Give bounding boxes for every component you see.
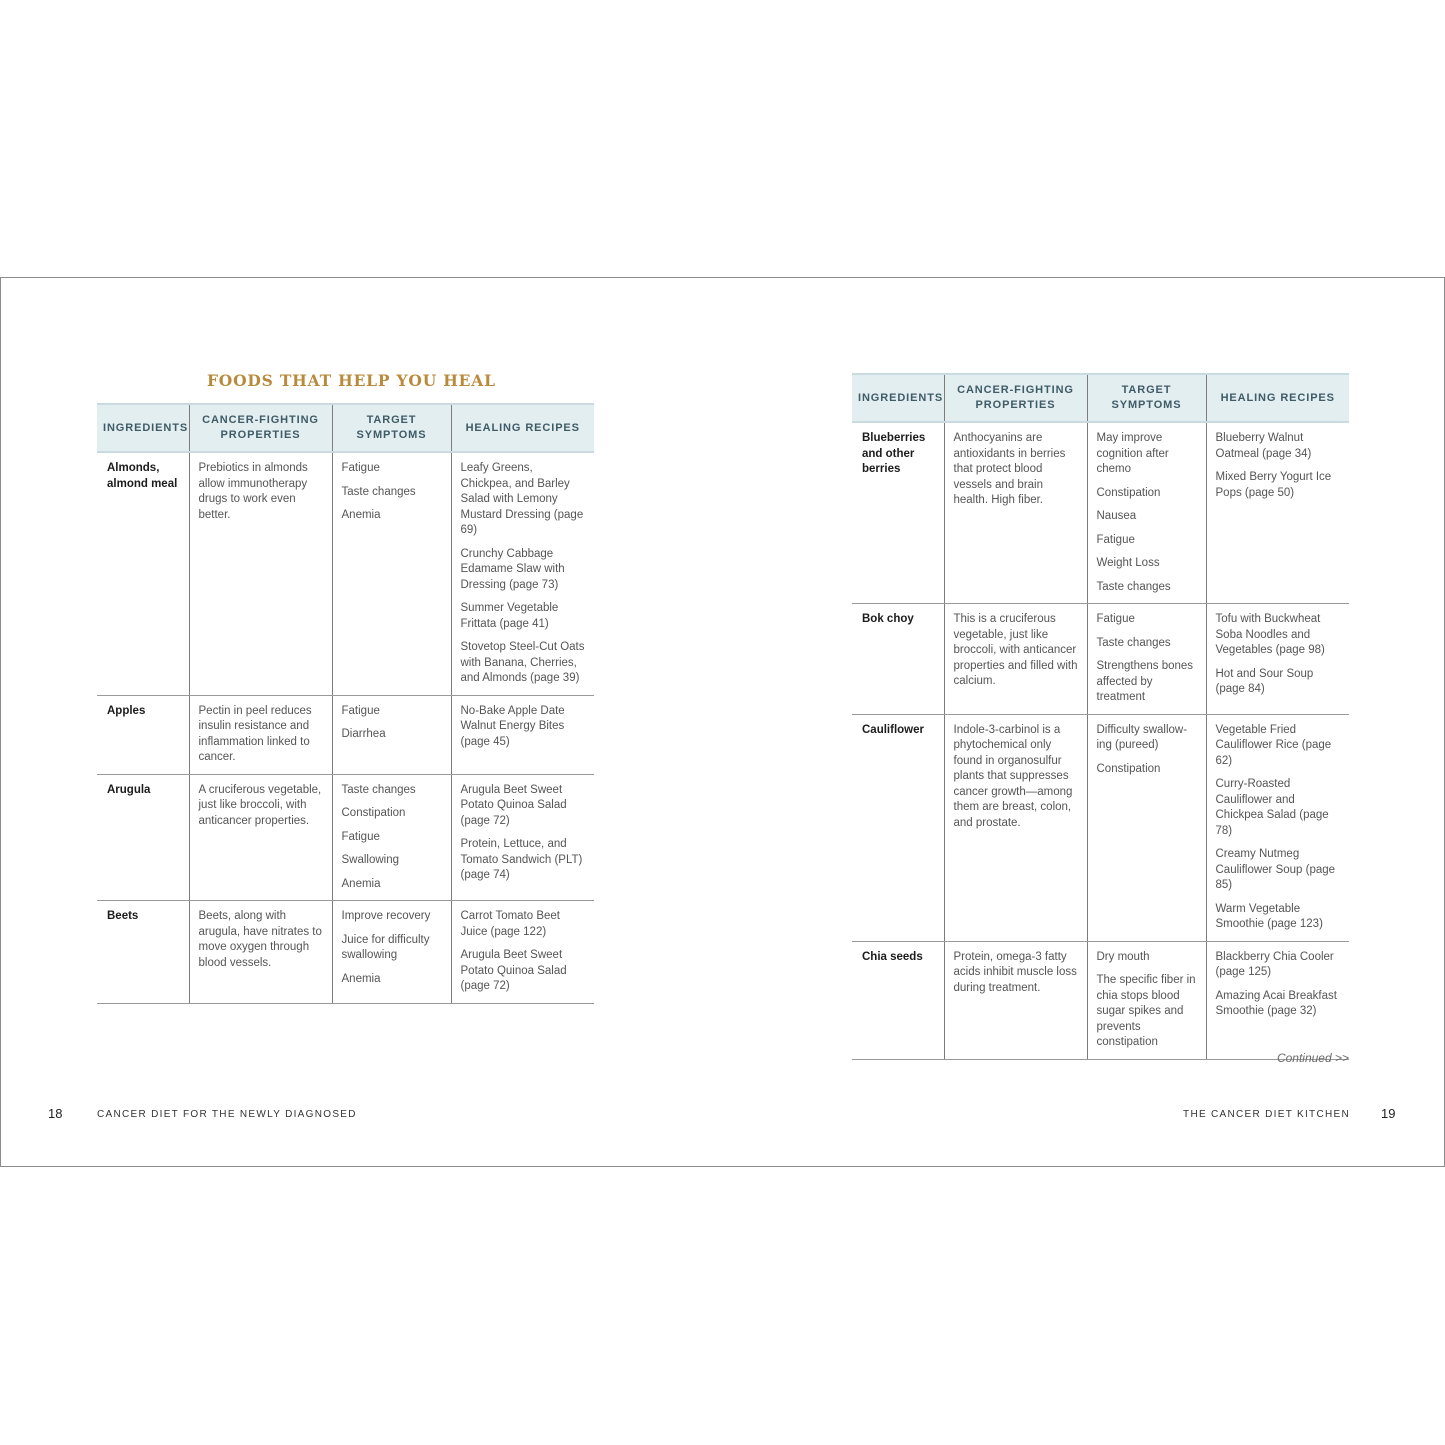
recipe-item: Amazing Acai Breakfast Smoothie (page 32) [1215,989,1337,1017]
ingredient-cell: Beets [97,901,189,1004]
symptom-item: The specific fiber in chia stops blood sugar spikes and prevents constipation [1096,974,1196,1048]
recipe-item: Leafy Greens, Chickpea, and Barley Salad with Lemony Mustard Dressing (page 69) [460,462,584,536]
table-row [852,422,1349,604]
symptom-item: Swallowing [341,854,400,866]
ingredient-cell: Arugula [97,774,189,901]
recipes-cell [451,695,594,774]
table-row [852,604,1349,715]
table-row [97,901,594,1004]
symptoms-cell [1087,604,1206,715]
symptom-item: Weight Loss [1096,557,1160,569]
foods-table-right [852,373,1349,1060]
recipe-item: Mixed Berry Yogurt Ice Pops (page 50) [1215,471,1332,499]
properties-cell: Protein, omega-3 fatty acids inhibit muscle loss during treatment. [944,941,1087,1059]
header-symptoms: TARGET SYMPTOMS [1087,374,1206,422]
header-ingredients: INGREDIENTS [852,374,944,422]
symptom-item: Fatigue [1096,533,1135,546]
symptoms-cell [332,452,451,695]
table-row [97,452,594,695]
symptoms-cell [1087,422,1206,604]
page-title: FOODS THAT HELP YOU HEAL [207,371,496,390]
symptom-item: Constipation [1096,762,1161,775]
properties-cell: Beets, along with arugula, have nitrates to move oxygen through blood vessels. [189,901,332,1004]
symptom-item: Diarrhea [341,728,386,740]
recipes-cell [1206,941,1349,1059]
recipe-item: Summer Vegetable Frittata (page 41) [460,602,559,630]
recipes-cell [1206,714,1349,941]
page-number-right: 19 [1381,1106,1396,1121]
running-head-right: THE CANCER DIET KITCHEN [1183,1109,1350,1120]
recipe-item: Vegetable Fried Cauliflower Rice (page 62) [1215,723,1332,767]
properties-cell: A cruciferous vegetable, just like broccoli, with anticancer properties. [189,774,332,901]
symptom-item: Fatigue [341,830,380,843]
properties-cell: Anthocyanins are antioxidants in berries that protect blood vessels and brain health. High fiber. [944,422,1087,604]
recipe-item: Arugula Beet Sweet Potato Quinoa Salad (page 72) [460,949,567,992]
recipe-item: Creamy Nutmeg Cauliflower Soup (page 85) [1215,848,1336,891]
recipe-item: Curry-Roasted Cauliflower and Chickpea Salad (page 78) [1215,778,1329,837]
symptom-item: Taste changes [1096,580,1171,593]
symptom-item: Juice for difficulty swallowing [341,933,430,961]
properties-cell: Indole-3-carbinol is a phytochemical only found in organosulfur plants that suppresses cancer growth—among them are breast, colon, and prostate. [944,714,1087,941]
recipe-item: Tofu with Buckwheat Soba Noodles and Vegetables (page 98) [1215,613,1325,656]
recipe-item: Stovetop Steel-Cut Oats with Banana, Cherries, and Almonds (page 39) [460,641,585,684]
symptom-item: Difficulty swallow-ing (pureed) [1096,723,1188,751]
symptom-item: Dry mouth [1096,950,1150,963]
symptom-item: Taste changes [341,485,416,498]
symptom-item: Nausea [1096,510,1137,522]
recipes-cell [451,774,594,901]
ingredient-cell: Bok choy [852,604,944,715]
header-recipes: HEALING RECIPES [1206,374,1349,422]
table-header-row [852,374,1349,422]
symptoms-cell [332,774,451,901]
symptom-item: Constipation [1096,486,1161,499]
symptom-item: Anemia [341,877,381,890]
recipe-item: Carrot Tomato Beet Juice (page 122) [460,910,561,938]
header-ingredients: INGREDIENTS [97,404,189,452]
symptom-item: Improve recovery [341,910,431,922]
symptoms-cell [332,695,451,774]
header-properties: CANCER-FIGHTING PROPERTIES [944,374,1087,422]
symptom-item: May improve cognition after chemo [1096,432,1169,475]
symptom-item: Taste changes [1096,636,1171,649]
recipe-item: Warm Vegetable Smoothie (page 123) [1215,902,1323,930]
recipes-cell [451,901,594,1004]
properties-cell: Prebiotics in almonds allow immunotherapy drugs to work even better. [189,452,332,695]
foods-table-left [97,403,594,1004]
symptoms-cell [1087,714,1206,941]
symptom-item: Taste changes [341,783,416,796]
symptom-item: Strengthens bones affected by treatment [1096,660,1194,703]
recipe-item: Blackberry Chia Cooler (page 125) [1215,950,1334,978]
header-recipes: HEALING RECIPES [451,404,594,452]
symptom-item: Fatigue [341,704,380,717]
header-properties: CANCER-FIGHTING PROPERTIES [189,404,332,452]
symptoms-cell [332,901,451,1004]
table-row [852,941,1349,1059]
recipe-item: No-Bake Apple Date Walnut Energy Bites (page 45) [460,704,565,748]
page-number-left: 18 [48,1106,63,1121]
symptom-item: Anemia [341,972,381,985]
continued-note: Continued >> [1276,1051,1349,1065]
header-symptoms: TARGET SYMPTOMS [332,404,451,452]
ingredient-cell: Apples [97,695,189,774]
properties-cell: Pectin in peel reduces insulin resistance and inflammation linked to cancer. [189,695,332,774]
table-row [97,695,594,774]
recipe-item: Hot and Sour Soup (page 84) [1215,667,1314,695]
symptom-item: Fatigue [341,462,380,474]
recipe-item: Protein, Lettuce, and Tomato Sandwich (PLT) (page 74) [460,838,583,881]
book-spread [0,277,1445,1167]
table-row [97,774,594,901]
recipes-cell [1206,604,1349,715]
table-header-row [97,404,594,452]
running-head-left: CANCER DIET FOR THE NEWLY DIAGNOSED [97,1109,357,1120]
ingredient-cell: Chia seeds [852,941,944,1059]
properties-cell: This is a cruciferous vegetable, just like broccoli, with anticancer properties and filled with calcium. [944,604,1087,715]
table-row [852,714,1349,941]
recipes-cell [1206,422,1349,604]
recipe-item: Crunchy Cabbage Edamame Slaw with Dressing (page 73) [460,547,565,591]
ingredient-cell: Blueberries and other berries [852,422,944,604]
symptom-item: Constipation [341,807,406,819]
ingredient-cell: Almonds, almond meal [97,452,189,695]
ingredient-cell: Cauliflower [852,714,944,941]
recipe-item: Arugula Beet Sweet Potato Quinoa Salad (page 72) [460,783,567,827]
recipe-item: Blueberry Walnut Oatmeal (page 34) [1215,432,1312,460]
symptom-item: Anemia [341,509,381,521]
symptoms-cell [1087,941,1206,1059]
recipes-cell [451,452,594,695]
symptom-item: Fatigue [1096,613,1135,625]
